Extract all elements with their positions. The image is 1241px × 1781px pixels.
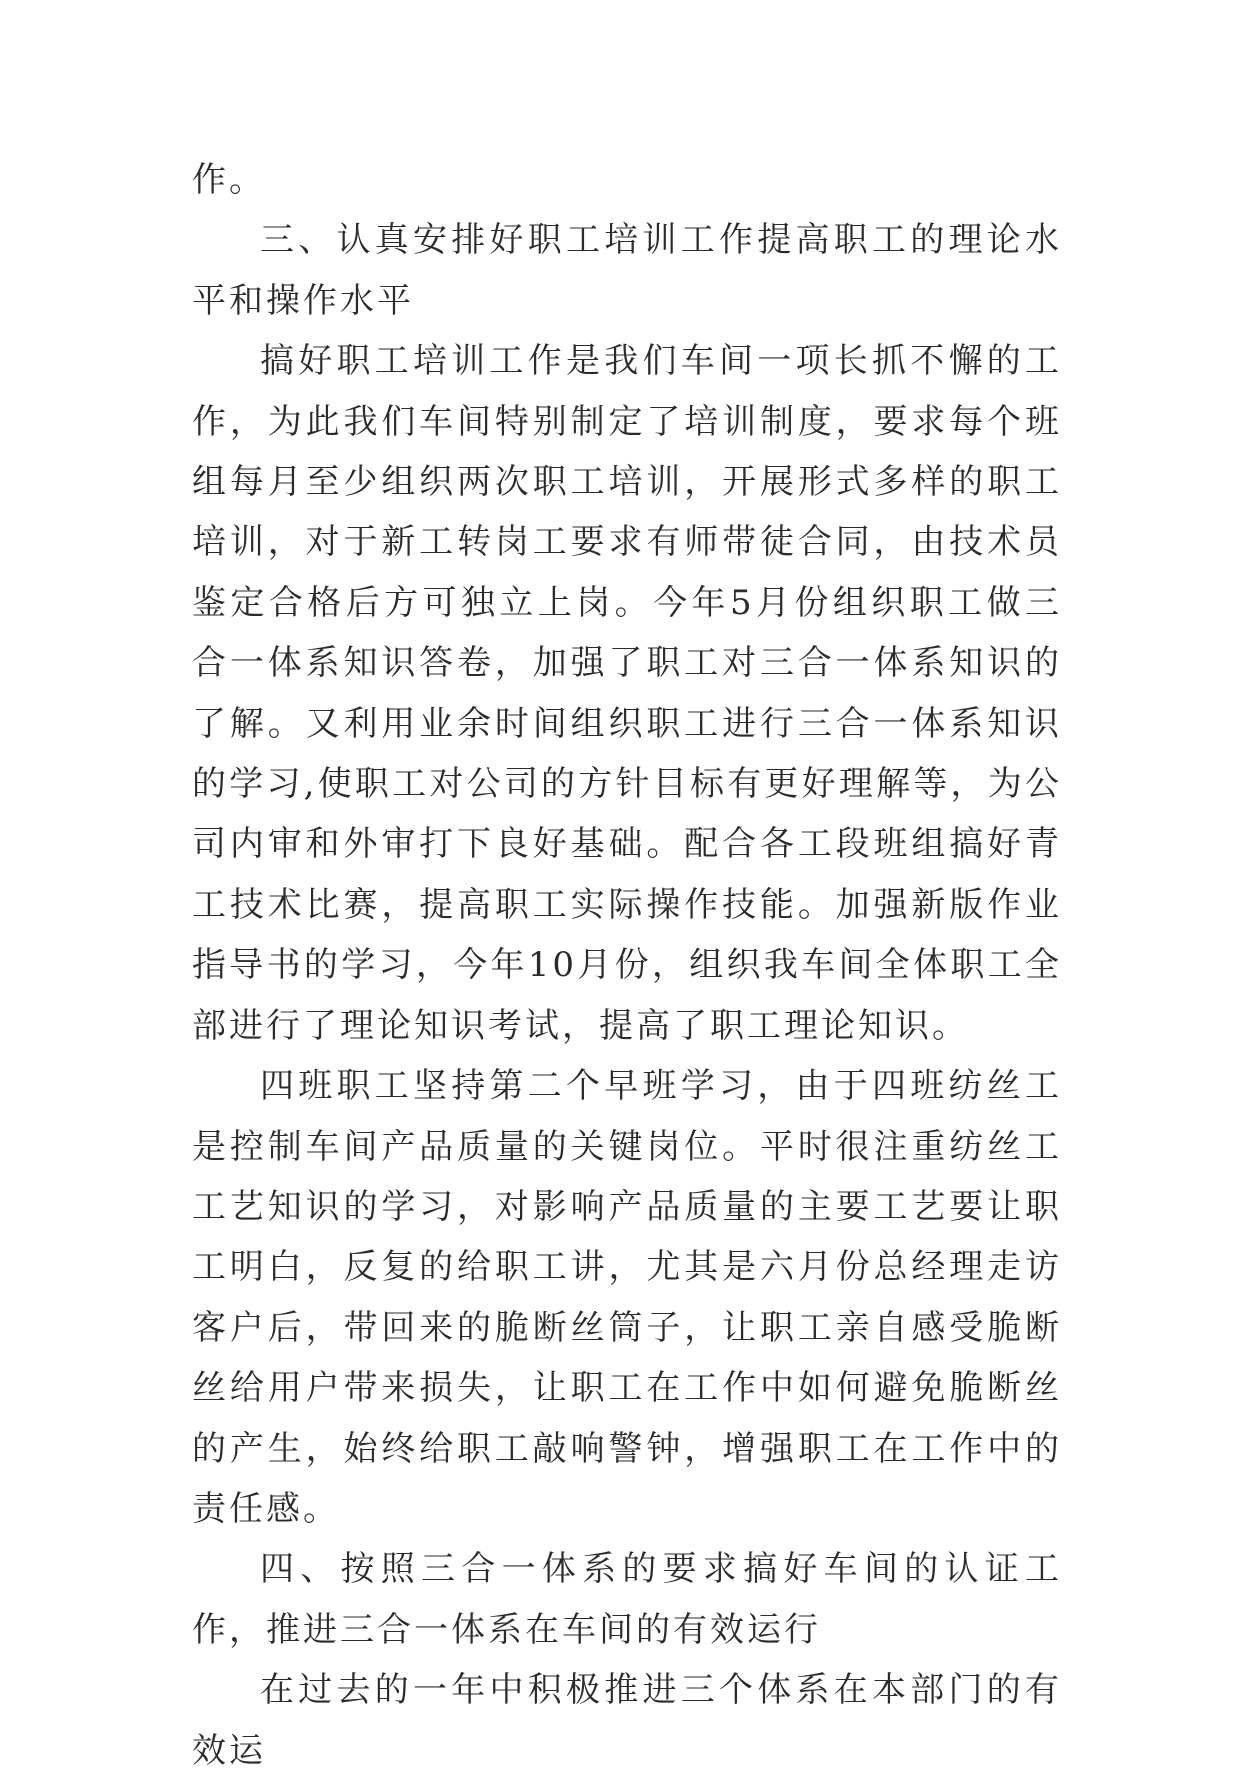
paragraph-continuation: 作。 [192, 160, 266, 200]
section-heading-3: 三、认真安排好职工培训工作提高职工的理论水平和操作水平 [192, 220, 1062, 321]
section-heading-4: 四、按照三合一体系的要求搞好车间的认证工作，推进三合一体系在车间的有效运行 [192, 1549, 1062, 1650]
paragraph-shift-four: 四班职工坚持第二个早班学习，由于四班纺丝工是控制车间产品质量的关键岗位。平时很注重纺丝工工艺知识的学习，对影响产品质量的主要工艺要让职工明白，反复的给职工讲，尤其是六月份总经理走访客户后，带回来的脆断丝筒子，让职工亲自感受脆断丝给用户带来损失，让职工在工作中如何避免脆断丝的产生，始终给职工敲响警钟，增强职工在工作中的责任感。 [192, 1066, 1062, 1529]
paragraph-training: 搞好职工培训工作是我们车间一项长抓不懈的工作，为此我们车间特别制定了培训制度，要求每个班组每月至少组织两次职工培训，开展形式多样的职工培训，对于新工转岗工要求有师带徒合同，由技术员鉴定合格后方可独立上岗。今年5月份组织职工做三合一体系知识答卷，加强了职工对三合一体系知识的了解。又利用业余时间组织职工进行三合一体系知识的学习,使职工对公司的方针目标有更好理解等，为公司内审和外审打下良好基础。配合各工段班组搞好青工技术比赛，提高职工实际操作技能。加强新版作业指导书的学习，今年10月份，组织我车间全体职工全部进行了理论知识考试，提高了职工理论知识。 [192, 341, 1062, 1046]
body-text [192, 150, 1062, 1781]
paragraph-system-operation: 在过去的一年中积极推进三个体系在本部门的有效运 [192, 1670, 1062, 1771]
